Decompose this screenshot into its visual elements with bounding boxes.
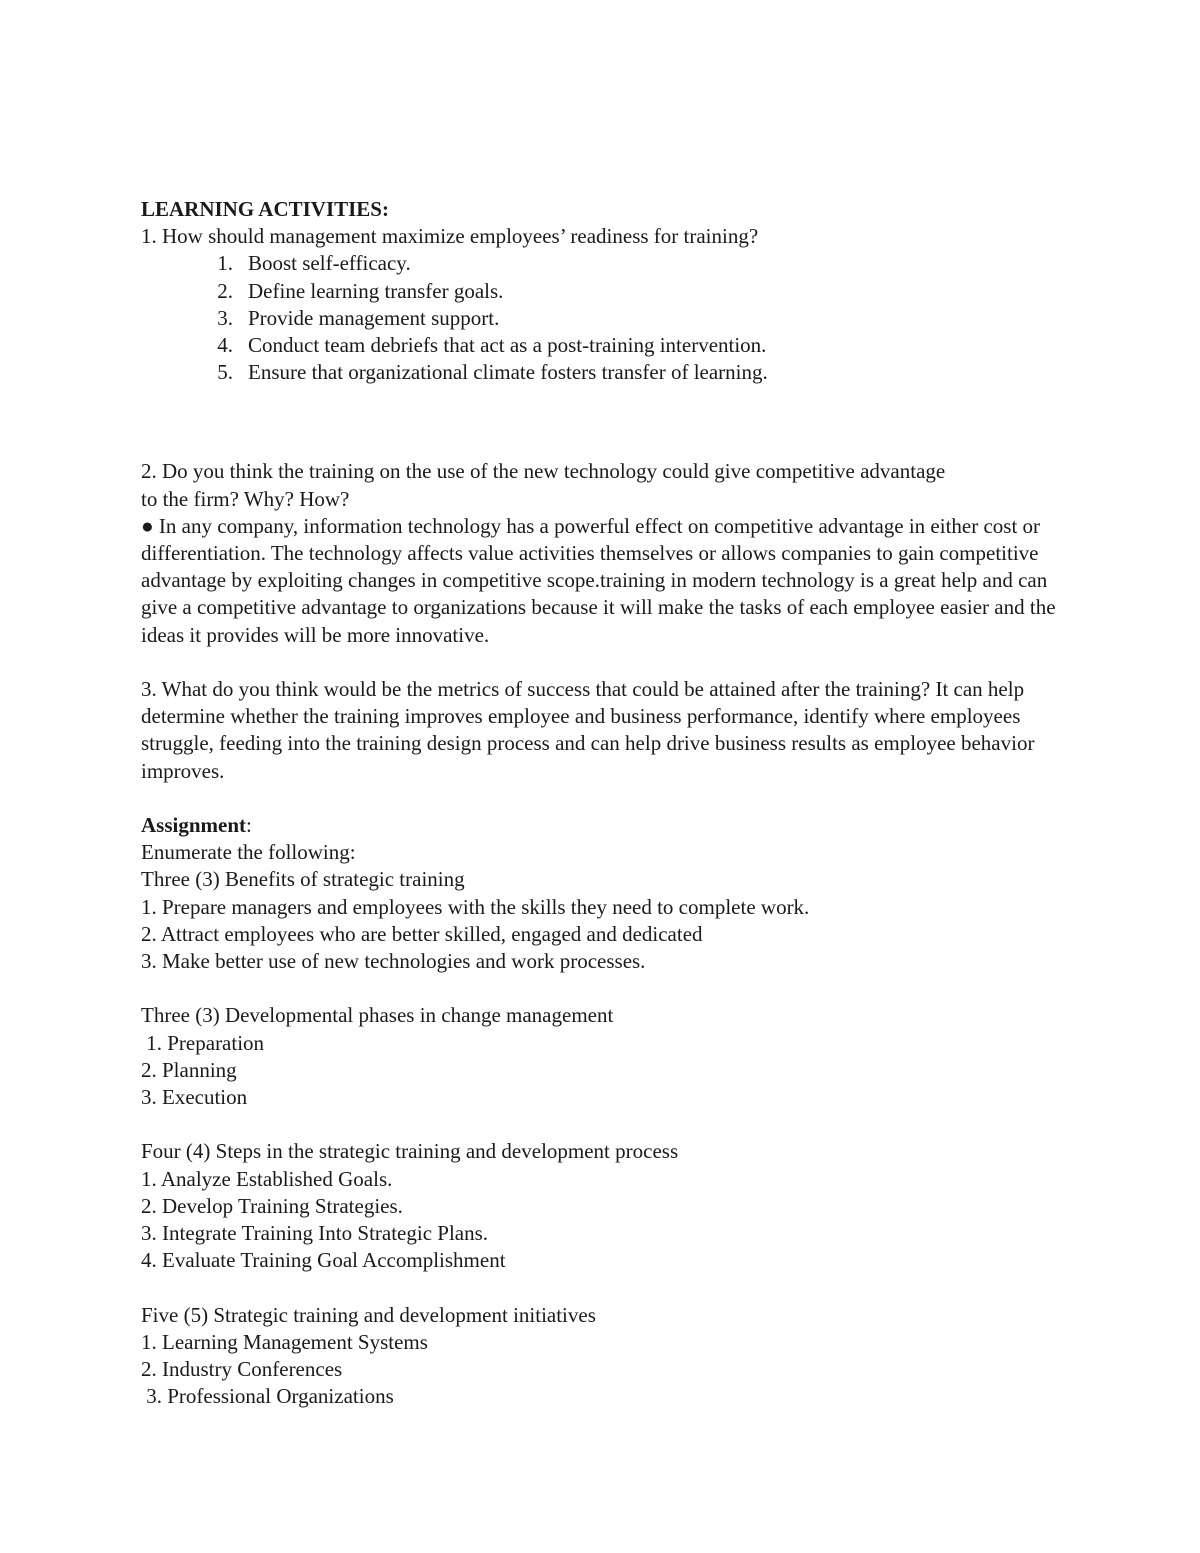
list-item: 2. Attract employees who are better skilled, engaged and dedicated: [141, 921, 703, 946]
question-3: 3. What do you think would be the metrics of success that could be attained after the training? It can help determine whether the training improves employee and business performance, identify where employees struggle, feeding into the training design process and can help drive business results as employee behavior improves.: [141, 677, 1035, 783]
group-title: Three (3) Benefits of strategic training: [141, 867, 465, 892]
spacer: [141, 1274, 1071, 1301]
list-item: 1. Learning Management Systems: [141, 1329, 428, 1354]
list-item: 4. Evaluate Training Goal Accomplishment: [141, 1248, 506, 1273]
list-item-text: Provide management support.: [248, 305, 500, 330]
assignment-label: Assignment: [141, 813, 247, 838]
document-page: [141, 196, 1071, 1410]
list-item: [141, 305, 1071, 332]
question-2-answer: ● In any company, information technology has a powerful effect on competitive advantage in either cost or differentiation. The technology affects value activities themselves or allows companies to gain competitive advantage by exploiting changes in competitive scope.training in modern technology is a great help and can give a competitive advantage to organizations because it will make the tasks of each employee easier and the ideas it provides will be more innovative.: [141, 513, 1056, 647]
list-item-number: 3.: [217, 305, 233, 330]
list-item: 3. Professional Organizations: [141, 1384, 394, 1409]
question-2-line-1: 2. Do you think the training on the use of the new technology could give competitive advantage: [141, 459, 946, 484]
list-item-text: Boost self-efficacy.: [248, 251, 411, 276]
list-item: 3. Integrate Training Into Strategic Plans.: [141, 1221, 489, 1246]
list-item: 2. Industry Conferences: [141, 1357, 343, 1382]
spacer: [141, 975, 1071, 1002]
assignment-colon: :: [246, 813, 252, 838]
list-item: [141, 250, 1071, 277]
list-item: 3. Execution: [141, 1085, 248, 1110]
list-item-text: Ensure that organizational climate fosters transfer of learning.: [248, 360, 768, 385]
question-2-line-2: to the firm? Why? How?: [141, 486, 350, 511]
question-1: 1. How should management maximize employees’ readiness for training?: [141, 224, 759, 249]
group-title: Three (3) Developmental phases in change management: [141, 1003, 614, 1028]
list-item: 3. Make better use of new technologies and work processes.: [141, 949, 646, 974]
list-item: 1. Preparation: [141, 1030, 265, 1055]
list-item-text: Conduct team debriefs that act as a post-training intervention.: [248, 333, 767, 358]
list-item: 1. Analyze Established Goals.: [141, 1166, 393, 1191]
spacer: [141, 386, 1071, 458]
list-item: 2. Planning: [141, 1057, 237, 1082]
list-item: [141, 332, 1071, 359]
list-item-number: 5.: [217, 360, 233, 385]
list-item-number: 4.: [217, 333, 233, 358]
list-item-number: 2.: [217, 278, 233, 303]
spacer: [141, 785, 1071, 812]
list-item-number: 1.: [217, 251, 233, 276]
group-title: Five (5) Strategic training and development initiatives: [141, 1302, 596, 1327]
list-item-text: Define learning transfer goals.: [248, 278, 504, 303]
list-item: [141, 278, 1071, 305]
spacer: [141, 1111, 1071, 1138]
question-1-answer-list: [141, 250, 1071, 386]
assignment-intro: Enumerate the following:: [141, 840, 356, 865]
section-heading: LEARNING ACTIVITIES:: [141, 197, 389, 221]
list-item: 1. Prepare managers and employees with the skills they need to complete work.: [141, 894, 810, 919]
group-title: Four (4) Steps in the strategic training and development process: [141, 1139, 679, 1164]
list-item: [141, 359, 1071, 386]
spacer: [141, 649, 1071, 676]
assignment-heading: [141, 812, 1071, 839]
list-item: 2. Develop Training Strategies.: [141, 1193, 403, 1218]
